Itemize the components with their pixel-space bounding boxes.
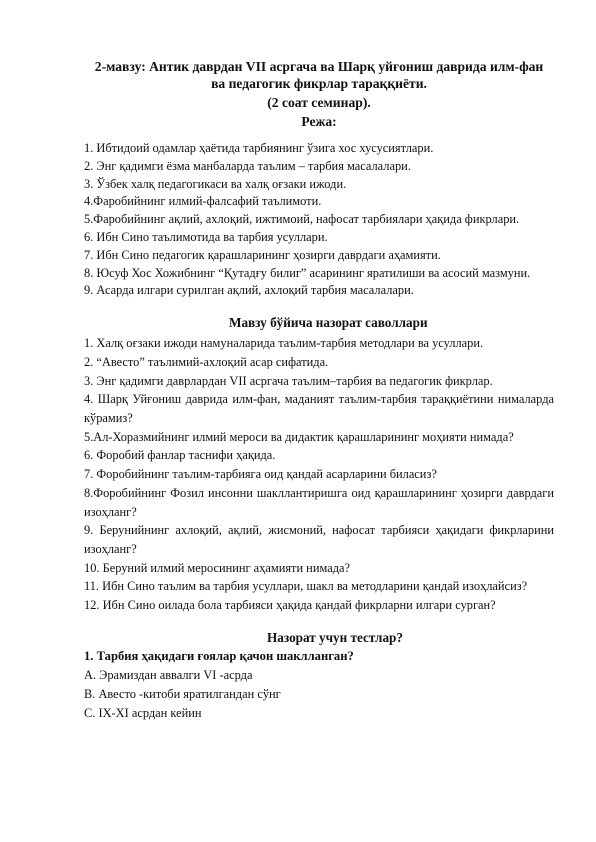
question-item: 2. “Авесто” таълимий-ахлоқий асар сифатида. [84,354,329,369]
question-item: 4. Шарқ Уйғониш даврида илм-фан, маданият таълим-тарбия тараққиётини нималарда кўрамиз? [84,392,554,425]
question-item: 3. Энг қадимги даврлардан VII асргача таълим–тарбия ва педагогик фикрлар. [84,373,493,388]
plan-item: 6. Ибн Сино таълимотида ва тарбия усуллари. [84,229,328,244]
question-item: 12. Ибн Сино оилада бола тарбияси ҳақида қандай фикрларни илгари сурган? [84,598,496,613]
question-item: 9. Берунийнинг ахлоқий, ақлий, жисмоний, нафосат тарбияси ҳақидаги фикрларини изоҳланг? [84,523,554,556]
plan-item: 7. Ибн Сино педагогик қарашларининг ҳозирги даврдаги аҳамияти. [84,247,441,262]
question-item: 7. Форобийнинг таълим-тарбияга оид қандай асарларини биласиз? [84,467,437,482]
test-option-b: В. Авесто -китоби яратилгандан сўнг [84,686,281,701]
topic-title [84,58,554,92]
plan-list [84,140,554,300]
question-item: 5.Ал-Хоразмийнинг илмий мероси ва дидактик қарашларининг моҳияти нимада? [84,429,514,444]
plan-item: 8. Юсуф Хос Хожибнинг “Қутадғу билиг” асарининг яратилиши ва асосий мазмуни. [84,265,531,280]
question-item: 10. Беруний илмий меросининг аҳамияти нимада? [84,560,351,575]
question-item: 6. Форобий фанлар таснифи ҳақида. [84,448,276,463]
plan-item: 5.Фаробийнинг ақлий, ахлоқий, ижтимоий, нафосат тарбиялари ҳақида фикрлари. [84,212,520,227]
test-option-c: С. IX-XI асрдан кейин [84,705,202,720]
plan-item: 2. Энг қадимги ёзма манбаларда таълим – тарбия масалалари. [84,158,411,173]
questions-heading: Мавзу бўйича назорат саволлари [229,315,428,331]
test-options-list [84,666,554,723]
plan-item: 9. Асарда илгари сурилган ақлий, ахлоқий тарбия масалалари. [84,283,414,298]
question-item: 1. Халқ оғзаки ижоди намуналарида таълим-тарбия методлари ва усуллари. [84,336,484,351]
plan-item: 3. Ўзбек халқ педагогикаси ва халқ оғзаки ижоди. [84,176,347,191]
test-option-a: А. Эрамиздан аввалги VI -асрда [84,667,253,682]
plan-item: 4.Фаробийнинг илмий-фалсафий таълимоти. [84,194,322,209]
topic-title-line-1: 2-мавзу: Антик даврдан VII асргача ва Шарқ уйғониш даврида илм-фан [94,59,544,74]
seminar-hours: (2 соат семинар). [267,95,371,110]
plan-heading: Режа: [301,114,337,129]
plan-item: 1. Ибтидоий одамлар ҳаётида тарбиянинг ўзига хос хусусиятлари. [84,141,434,155]
question-item: 8.Форобийнинг Фозил инсонни шакллантиришга оид қарашларининг ҳозирги даврдаги изоҳланг? [84,485,554,519]
tests-heading: Назорат учун тестлар? [267,629,403,645]
questions-list [84,334,554,615]
topic-title-line-2: ва педагогик фикрлар тараққиёти. [211,76,427,91]
question-item: 11. Ибн Сино таълим ва тарбия усуллари, шакл ва методларини қандай изоҳлайсиз? [84,579,528,594]
test-question: 1. Тарбия ҳақидаги ғоялар қачон шаклланган? [84,648,354,663]
